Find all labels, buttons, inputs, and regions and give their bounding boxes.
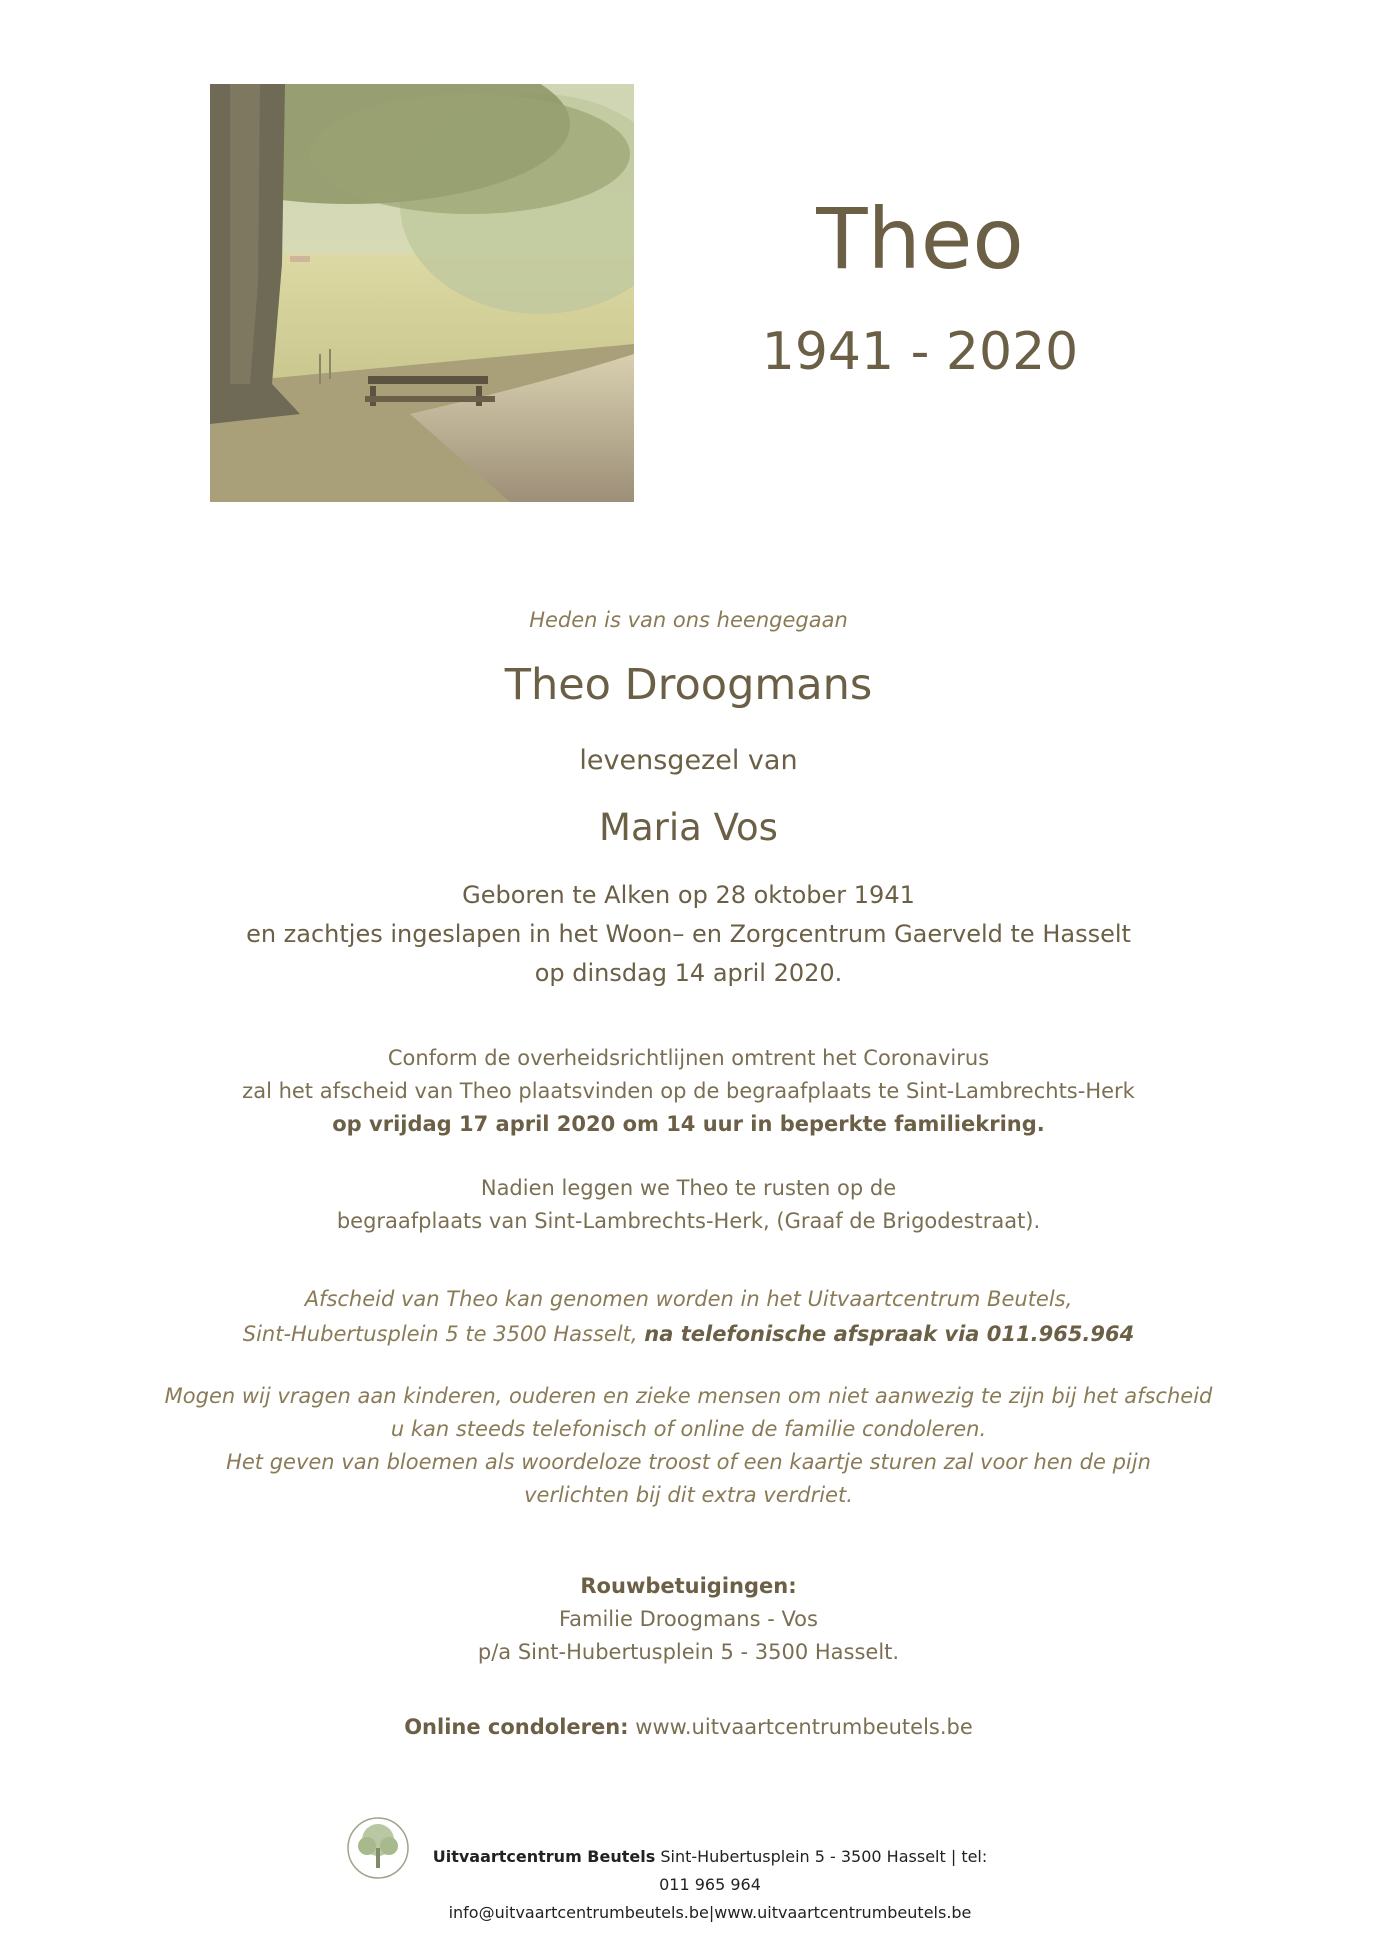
- ceremony-line: zal het afscheid van Theo plaatsvinden op de begraafplaats te Sint-Lambrechts-Herk: [242, 1079, 1135, 1103]
- farewell-address-line: [0, 1317, 1377, 1352]
- life-years: 1941 - 2020: [761, 322, 1079, 382]
- online-url-link[interactable]: www.uitvaartcentrumbeutels.be: [635, 1715, 973, 1739]
- birth-line: Geboren te Alken op 28 oktober 1941: [462, 881, 915, 909]
- death-place-line: en zachtjes ingeslapen in het Woon– en Zorgcentrum Gaerveld te Hasselt: [246, 920, 1131, 948]
- burial-line: begraafplaats van Sint-Lambrechts-Herk, (Graaf de Brigodestraat).: [336, 1209, 1041, 1233]
- farewell-appointment: na telefonische afspraak via 011.965.964: [644, 1322, 1135, 1346]
- intro-text: Heden is van ons heengegaan: [529, 608, 848, 632]
- footer-address: Sint-Hubertusplein 5 - 3500 Hasselt | tel: 011 965 964: [659, 1847, 988, 1894]
- partner-name: Maria Vos: [599, 806, 778, 849]
- footer-company-line: [420, 1843, 1000, 1899]
- online-condolences: [0, 1715, 1377, 1739]
- request-line: u kan steeds telefonisch of online de familie condoleren.: [390, 1417, 987, 1441]
- online-heading: Online condoleren:: [404, 1715, 629, 1739]
- condolence-heading: Rouwbetuigingen:: [580, 1574, 797, 1598]
- death-date-line: op dinsdag 14 april 2020.: [534, 959, 843, 987]
- condolence-street: p/a Sint-Hubertusplein 5 - 3500 Hasselt.: [477, 1640, 900, 1664]
- footer-contact[interactable]: info@uitvaartcentrumbeutels.be|www.uitvaartcentrumbeutels.be: [448, 1903, 972, 1922]
- ceremony-details: [0, 1042, 1377, 1141]
- tree-logo-icon: [343, 1810, 413, 1890]
- landscape-photo: [210, 84, 634, 502]
- request-line: verlichten bij dit extra verdriet.: [524, 1483, 853, 1507]
- request-line: Mogen wij vragen aan kinderen, ouderen en zieke mensen om niet aanwezig te zijn bij het afscheid: [164, 1384, 1213, 1408]
- condolence-family: Familie Droogmans - Vos: [559, 1607, 818, 1631]
- footer-company: Uitvaartcentrum Beutels: [432, 1847, 656, 1866]
- request-line: Het geven van bloemen als woordeloze troost of een kaartje sturen zal voor hen de pijn: [226, 1450, 1151, 1474]
- burial-details: [0, 1172, 1377, 1238]
- ceremony-date-line: op vrijdag 17 april 2020 om 14 uur in beperkte familiekring.: [332, 1112, 1045, 1136]
- ceremony-line: Conform de overheidsrichtlijnen omtrent het Coronavirus: [387, 1046, 990, 1070]
- farewell-line: Afscheid van Theo kan genomen worden in het Uitvaartcentrum Beutels,: [304, 1287, 1073, 1311]
- burial-line: Nadien leggen we Theo te rusten op de: [480, 1176, 897, 1200]
- farewell-address: Sint-Hubertusplein 5 te 3500 Hasselt,: [242, 1322, 638, 1346]
- birth-and-death-details: [0, 876, 1377, 993]
- deceased-full-name: Theo Droogmans: [504, 660, 873, 710]
- deceased-short-name: Theo: [816, 190, 1024, 288]
- request-text: [0, 1380, 1377, 1512]
- condolence-address: [0, 1570, 1377, 1669]
- farewell-details: [0, 1282, 1377, 1352]
- relation-text: levensgezel van: [579, 745, 798, 776]
- footer: [420, 1843, 1000, 1927]
